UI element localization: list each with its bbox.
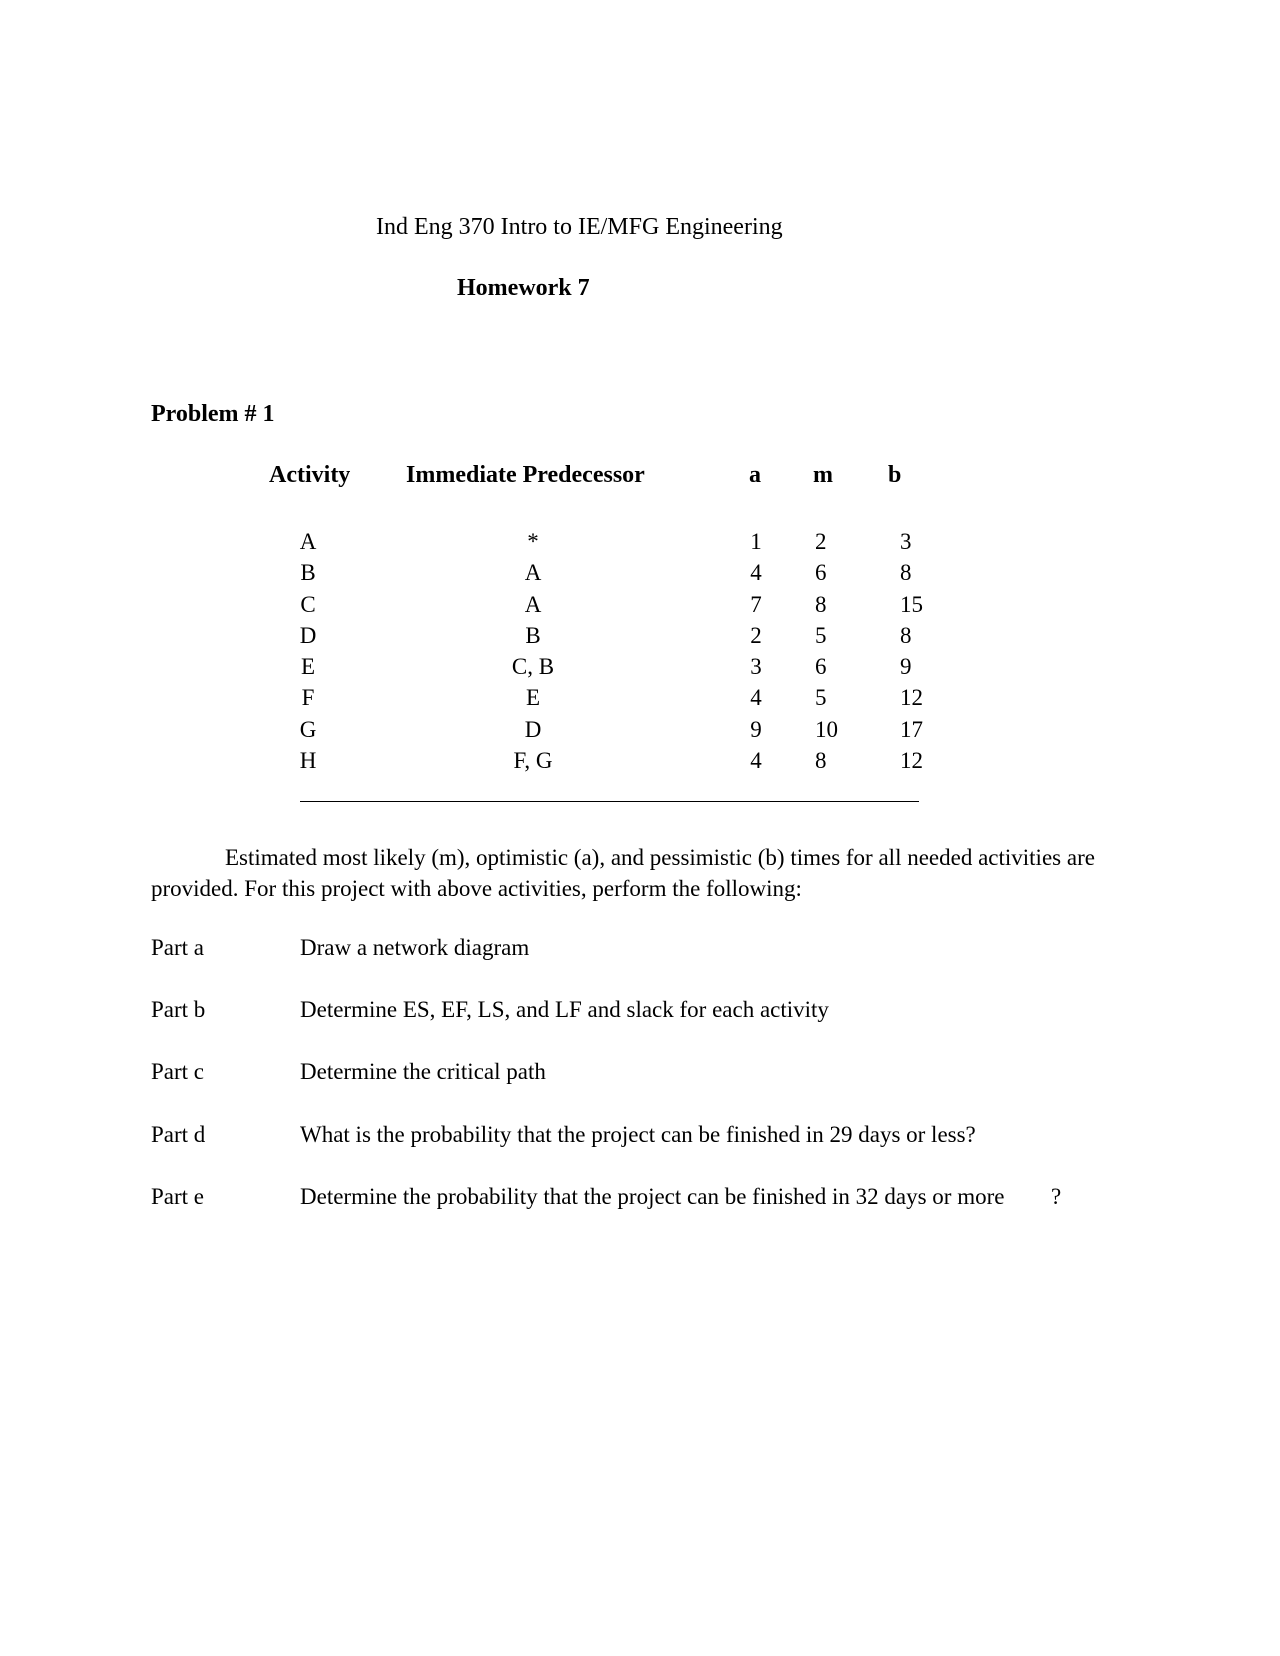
a-column [742,526,770,776]
b-cell: 12 [900,748,923,774]
predecessor-cell: A [524,591,542,617]
b-cell: 15 [900,591,923,617]
activity-cell: A [299,529,317,554]
predecessor-cell: C, B [511,654,555,680]
header-a: a [749,462,761,488]
predecessor-cell: A [524,560,542,586]
activity-cell: B [300,560,316,586]
predecessor-cell: E [525,685,541,711]
part-e-text: Determine the probability that the project can be finished in 32 days or more [300,1184,1005,1209]
problem-title: Problem # 1 [151,401,275,427]
part-e-label: Part e [151,1184,205,1209]
a-cell: 4 [750,748,762,774]
activity-column [282,526,334,776]
m-cell: 6 [815,654,827,680]
activity-cell: H [299,748,317,774]
header-m: m [813,462,833,488]
a-cell: 7 [750,591,762,617]
part-b-text: Determine ES, EF, LS, and LF and slack for each activity [300,997,829,1022]
part-c-label: Part c [151,1059,205,1084]
activity-cell: F [301,685,315,711]
b-cell: 8 [900,622,912,648]
header-activity: Activity [269,462,351,488]
m-cell: 8 [815,591,827,617]
activity-cell: G [299,716,317,742]
part-a-text: Draw a network diagram [300,935,530,960]
b-cell: 9 [900,654,912,680]
a-cell: 2 [750,622,762,648]
predecessor-cell: F, G [513,748,553,774]
b-cell: 3 [900,529,912,554]
b-column [900,526,940,776]
m-cell: 5 [815,685,827,711]
homework-title: Homework 7 [457,275,590,301]
a-cell: 9 [750,716,762,742]
m-cell: 8 [815,748,827,774]
part-b-label: Part b [151,997,206,1022]
b-cell: 17 [900,716,923,742]
predecessor-cell: B [525,622,541,648]
part-d-text: What is the probability that the project can be finished in 29 days or less? [300,1122,976,1147]
part-a-label: Part a [151,935,205,960]
a-cell: 1 [750,529,762,554]
activity-cell: C [300,591,316,617]
m-cell: 2 [815,529,827,554]
m-cell: 5 [815,622,827,648]
m-column [815,526,855,776]
a-cell: 3 [750,654,762,680]
a-cell: 4 [750,685,762,711]
part-d-label: Part d [151,1122,206,1147]
description-text: Estimated most likely (m), optimistic (a), and pessimistic (b) times for all needed activities are provided. For this project with above activities, perform the following: [151,845,1095,901]
activity-cell: E [300,654,316,680]
predecessor-cell: D [524,716,542,742]
part-e-question-mark: ? [1051,1184,1062,1209]
a-cell: 4 [750,560,762,586]
header-immediate-predecessor: Immediate Predecessor [406,462,645,488]
activity-cell: D [299,622,317,648]
b-cell: 8 [900,560,912,586]
header-b: b [888,462,902,488]
b-cell: 12 [900,685,923,711]
predecessor-column [478,526,588,776]
predecessor-cell: * [527,529,539,554]
m-cell: 10 [815,716,838,742]
part-c-text: Determine the critical path [300,1059,546,1084]
m-cell: 6 [815,560,827,586]
table-bottom-rule [300,801,919,802]
course-title: Ind Eng 370 Intro to IE/MFG Engineering [376,214,783,240]
description-paragraph [151,842,1111,904]
